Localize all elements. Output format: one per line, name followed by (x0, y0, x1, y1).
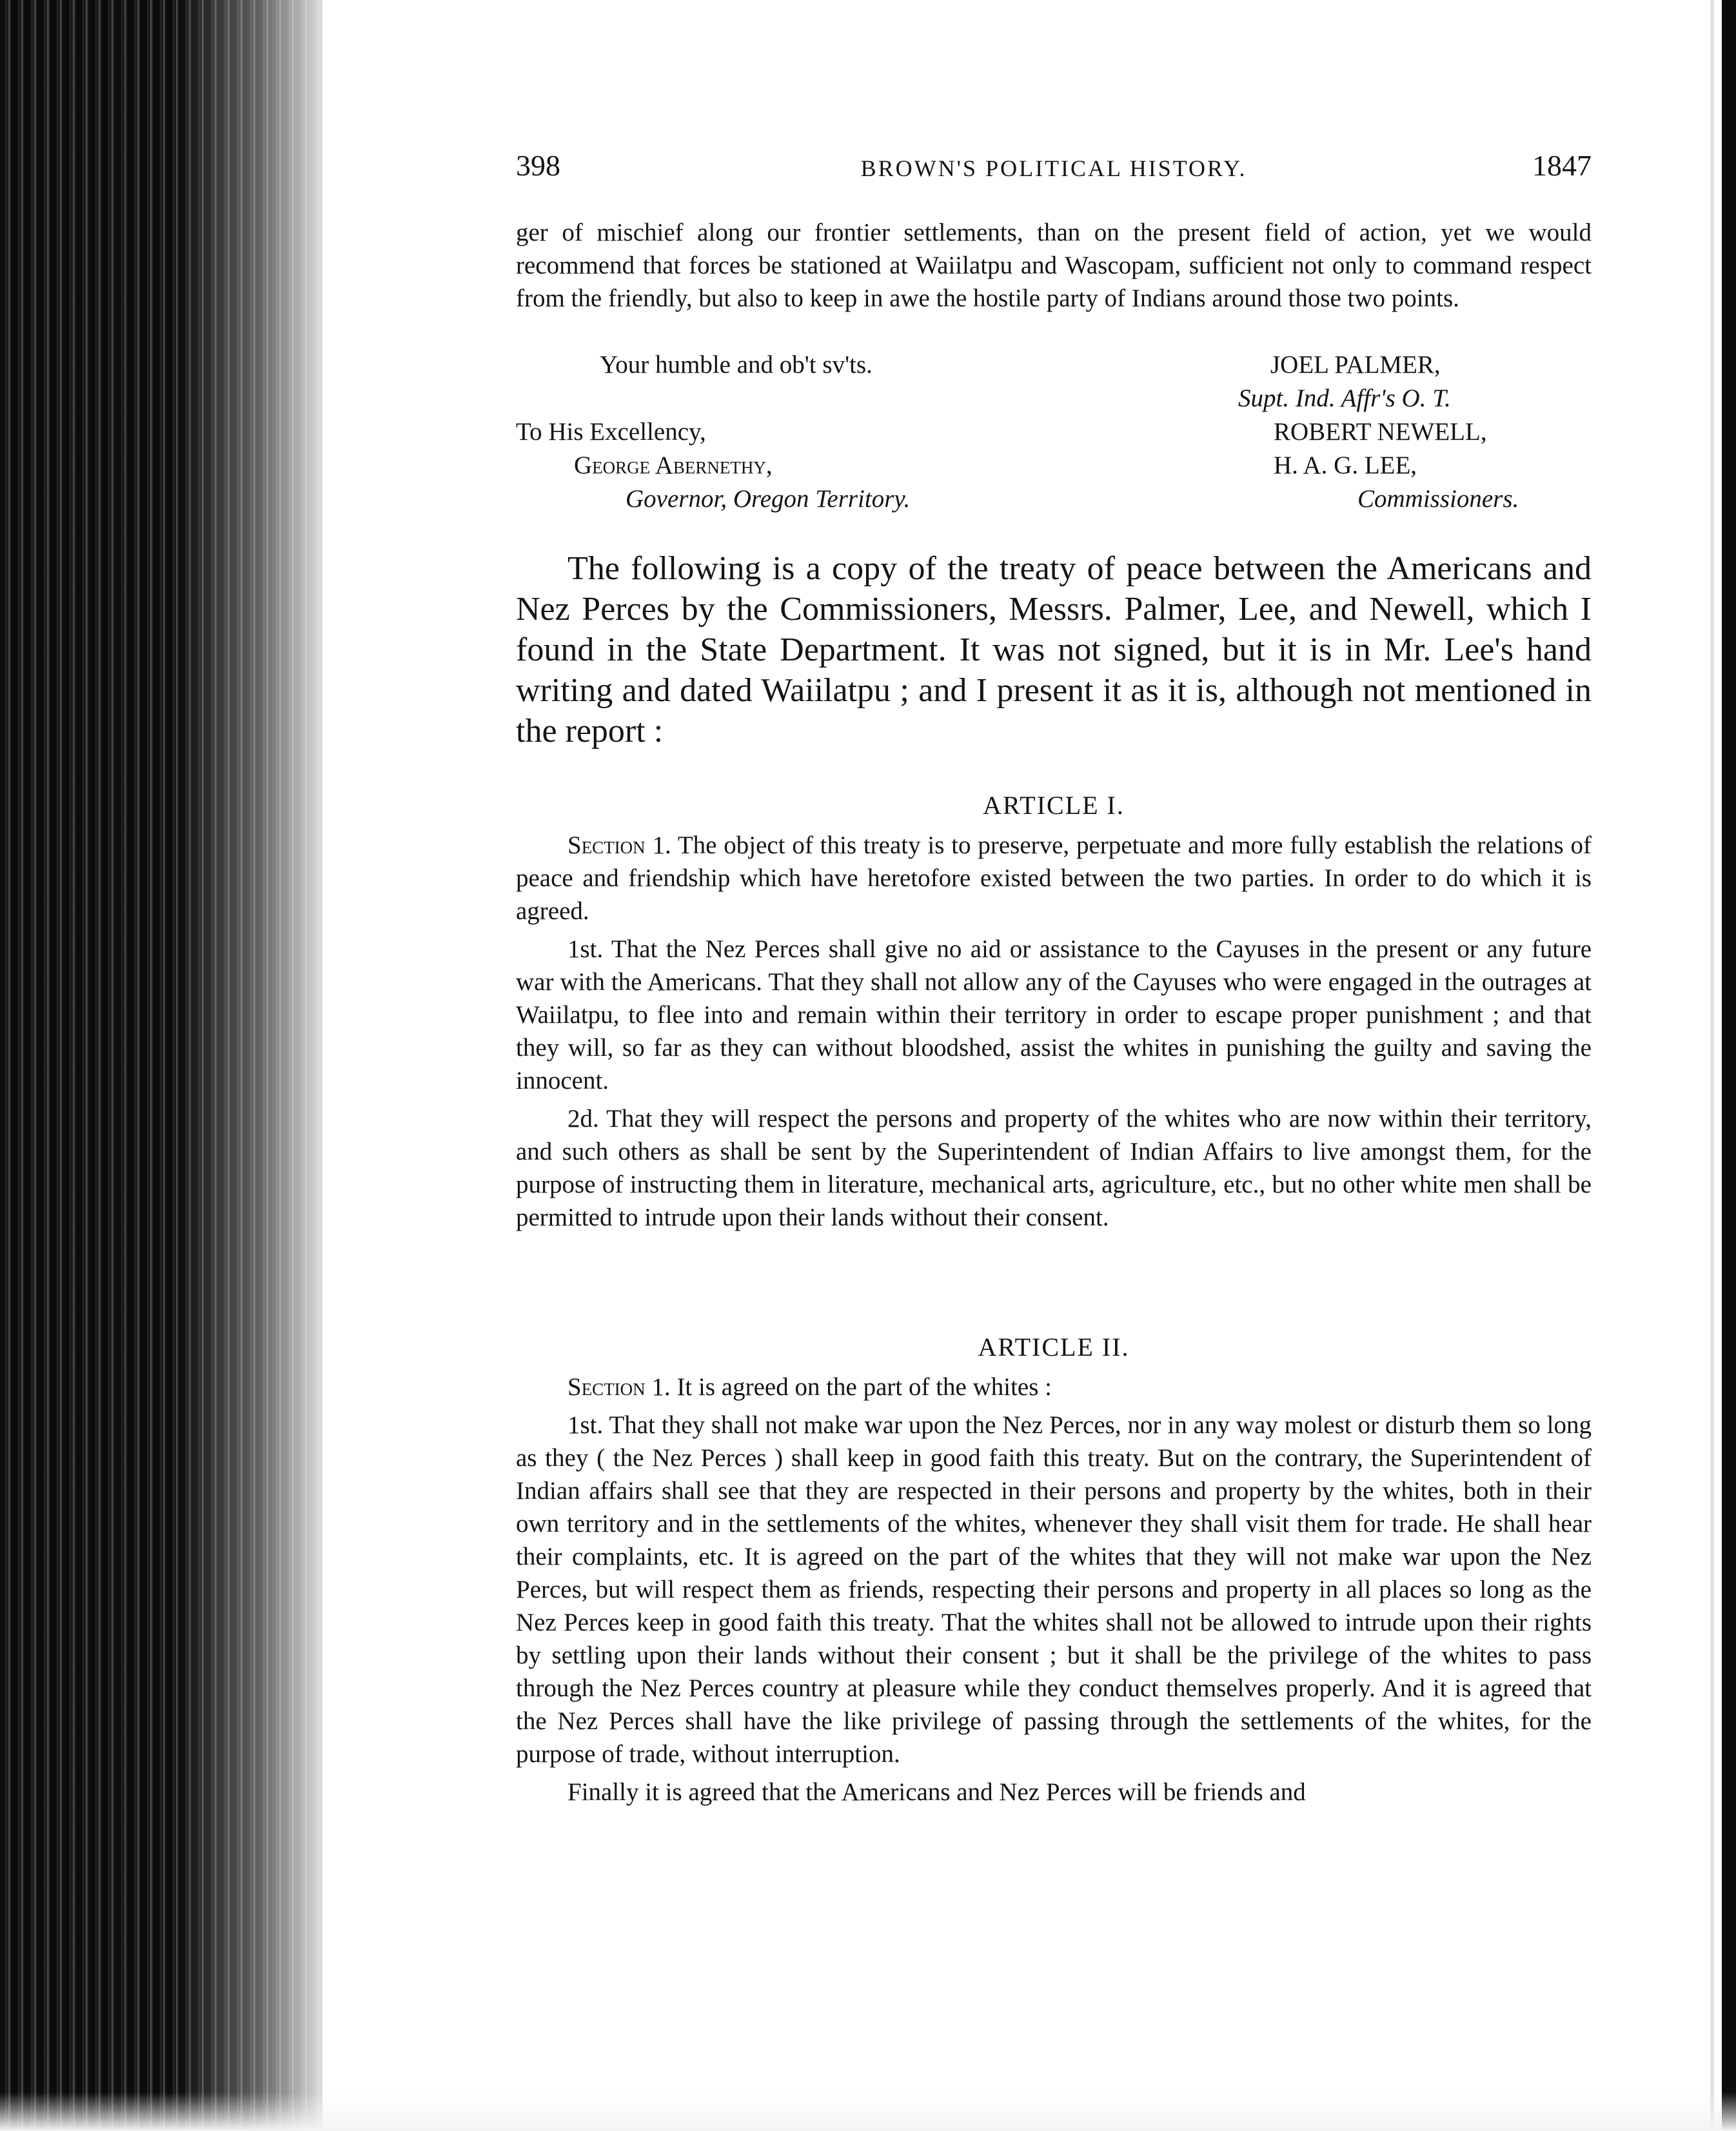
page-number: 398 (516, 149, 560, 182)
signature-row-1 (516, 348, 1592, 382)
page-bottom-shade (0, 2092, 1736, 2131)
signature-row-4 (516, 449, 1592, 482)
article-1-body (516, 829, 1592, 1234)
article-2-body (516, 1371, 1592, 1809)
signer-newell: ROBERT NEWELL, (1274, 418, 1487, 446)
book-page (516, 129, 1592, 2064)
signature-row-5 (516, 482, 1592, 516)
letter-closing-paragraph: ger of mischief along our frontier settlements, than on the present field of action, yet we would recommend that forces be stationed at Waiilatpu and Wascopam, sufficient not only to command respect from the friendly, but also to keep in awe the hostile party of Indians around those two points. (516, 219, 1592, 312)
page-right-edge (1722, 0, 1736, 2131)
article-1-section-label: Section 1. (567, 831, 671, 859)
article-2-section-text: It is agreed on the part of the whites : (676, 1373, 1052, 1401)
signers-title: Commissioners. (1357, 485, 1519, 513)
treaty-intro-paragraph: The following is a copy of the treaty of peace between the Americans and Nez Perces by the Commissioners, Messrs. Palmer, Lee, and Newell, which I found in the State Department. It was not signed, but it is in Mr. Lee's hand writing and dated Waiilatpu ; and I present it as it is, although not mentioned in the report : (516, 550, 1592, 749)
signature-row-3 (516, 415, 1592, 449)
article-2-heading: ARTICLE II. (978, 1333, 1130, 1362)
article-1-second: 2d. That they will respect the persons and property of the whites who are now within their territory, and such others as shall be sent by the Superintendent of Indian Affairs to live amongst them, for the purpose of instructing them in literature, mechanical arts, agriculture, etc., but no other white men shall be permitted to intrude upon their lands without their consent. (516, 1105, 1592, 1231)
signature-row-2 (516, 382, 1592, 415)
running-head (516, 148, 1592, 200)
addressee-title: Governor, Oregon Territory. (626, 485, 911, 513)
article-2-first: 1st. That they shall not make war upon the Nez Perces, nor in any way molest or disturb them so long as they ( the Nez Perces ) shall keep in good faith this treaty. But on the contrary, the Superintendent of Indian affairs shall see that they are respected in their persons and property by the whites, both in their own territory and in the settlements of the whites, whenever they shall visit them for trade. He shall hear their complaints, etc. It is agreed on the part of the whites that they will not make war upon the Nez Perces, but will respect them as friends, respecting their persons and property in all places so long as the Nez Perces keep in good faith this treaty. That the whites shall not be allowed to intrude upon their rights by settling upon their lands without their consent ; but it shall be the privilege of the whites to pass through the Nez Perces country at pleasure while they conduct themselves properly. And it is agreed that the Nez Perces shall have the like privilege of passing through the settlements of the whites, for the purpose of trade, without interruption. (516, 1411, 1592, 1768)
signer-palmer-title: Supt. Ind. Affr's O. T. (1238, 384, 1451, 412)
running-year: 1847 (1532, 149, 1592, 182)
running-title: BROWN'S POLITICAL HISTORY. (860, 155, 1247, 181)
letter-closing: Your humble and ob't sv'ts. (600, 351, 873, 379)
article-2-section-label: Section 1. (567, 1373, 671, 1401)
article-1-section-text: The object of this treaty is to preserve, perpetuate and more fully establish the relations of peace and friendship which have heretofore existed between the two parties. In order to do which it is agreed. (516, 831, 1592, 925)
signer-palmer: JOEL PALMER, (1270, 351, 1441, 379)
page-right-margin-line (1710, 0, 1714, 2131)
article-1-first: 1st. That the Nez Perces shall give no aid or assistance to the Cayuses in the present or any future war with the Americans. That they shall not allow any of the Cayuses who were engaged in the outrages at Waiilatpu, to flee into and remain within their territory in order to escape proper punishment ; and that they will, so far as they can without bloodshed, assist the whites in punishing the guilty and saving the innocent. (516, 935, 1592, 1095)
book-spine-edge (0, 0, 322, 2131)
article-1-heading: ARTICLE I. (983, 791, 1125, 820)
article-2-finally: Finally it is agreed that the Americans and Nez Perces will be friends and (567, 1778, 1306, 1806)
signer-lee: H. A. G. LEE, (1274, 451, 1417, 479)
addressee-line: To His Excellency, (516, 418, 706, 446)
addressee-name: George Abernethy, (574, 451, 773, 479)
